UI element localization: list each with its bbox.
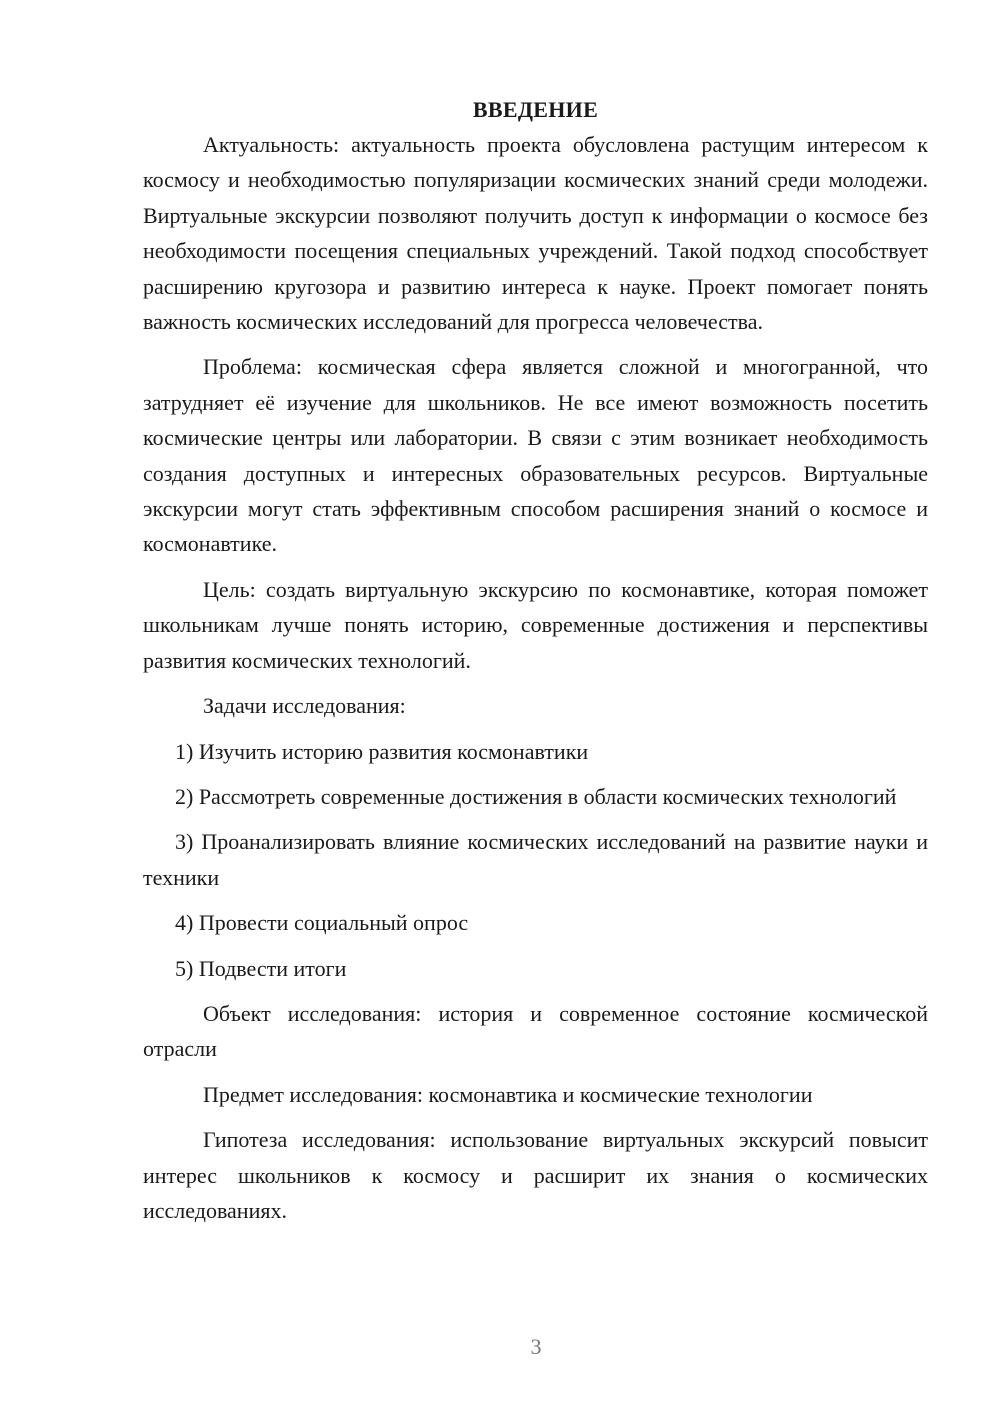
subject-paragraph: Предмет исследования: космонавтика и космические технологии bbox=[203, 1081, 813, 1107]
problem-paragraph: Проблема: космическая сфера является сложной и многогранной, что затрудняет её изучение для школьников. Не все имеют возможность посетить космические центры или лаборатории. В связи с этим возникает необходимость создания доступных и интересных образовательных ресурсов. Виртуальные экскурсии могут стать эффективным способом расширения знаний о космосе и космонавтике. bbox=[143, 354, 928, 557]
relevance-paragraph: Актуальность: актуальность проекта обусловлена растущим интересом к космосу и необходимостью популяризации космических знаний среди молодежи. Виртуальные экскурсии позволяют получить доступ к информации о космосе без необходимости посещения специальных учреждений. Такой подход способствует расширению кругозора и развитию интереса к науке. Проект помогает понять важность космических исследований для прогресса человечества. bbox=[143, 132, 928, 335]
document-page bbox=[143, 92, 928, 1238]
goal-paragraph: Цель: создать виртуальную экскурсию по космонавтике, которая поможет школьникам лучше понять историю, современные достижения и перспективы развития космических технологий. bbox=[143, 576, 928, 673]
task-item-5: 5) Подвести итоги bbox=[175, 955, 347, 981]
task-item-2: 2) Рассмотреть современные достижения в области космических технологий bbox=[175, 783, 897, 809]
page-number: 3 bbox=[530, 1334, 542, 1359]
task-item-1: 1) Изучить историю развития космонавтики bbox=[175, 738, 589, 764]
hypothesis-paragraph: Гипотеза исследования: использование виртуальных экскурсий повысит интерес школьников к космосу и расширит их знания о космических исследованиях. bbox=[143, 1127, 928, 1223]
object-paragraph: Объект исследования: история и современное состояние космической отрасли bbox=[143, 1000, 928, 1062]
task-item-4: 4) Провести социальный опрос bbox=[175, 910, 469, 936]
task-item-3: 3) Проанализировать влияние космических исследований на развитие науки и техники bbox=[143, 829, 928, 890]
tasks-heading: Задачи исследования: bbox=[203, 693, 406, 719]
section-title: ВВЕДЕНИЕ bbox=[472, 97, 599, 122]
